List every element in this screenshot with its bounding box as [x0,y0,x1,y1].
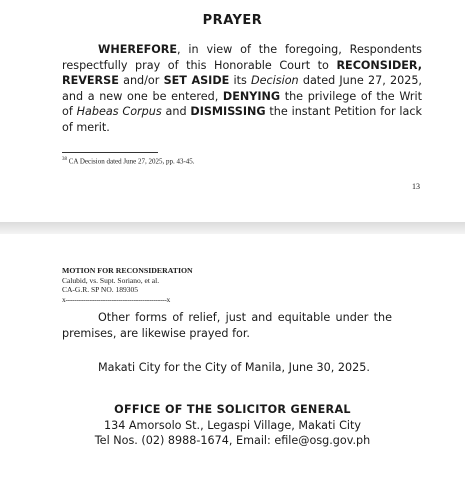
case-caption [62,266,193,304]
prayer-text: and [161,105,191,118]
prayer-set-aside: SET ASIDE [163,74,230,87]
page-separator [0,222,465,234]
prayer-reconsider: RECONSIDER, REVERSE [62,58,422,87]
footnote-text: CA Decision dated June 27, 2025, pp. 43-45. [67,157,195,166]
caption-line: x----------------------------------------------x [62,294,170,304]
footnote-number: 38 [62,157,67,162]
office-contact: Tel Nos. (02) 8988-1674, Email: efile@osg.gov.ph [94,434,371,447]
prayer-paragraph [62,42,422,135]
caption-case-number: CA-G.R. SP NO. 189305 [62,285,138,294]
prayer-text: and/or [118,74,164,87]
prayer-text: its [229,74,251,87]
prayer-denying: DENYING [222,89,281,103]
prayer-wherefore: WHEREFORE [98,43,178,56]
prayer-habeas-corpus: Habeas Corpus [76,105,162,118]
office-address: 134 Amorsolo St., Legaspi Village, Makati City [103,418,362,432]
prayer-text: the instant Petition for lack of merit. [62,105,422,134]
section-title: PRAYER [202,13,263,28]
relief-paragraph: Other forms of relief, just and equitable under the premises, are likewise prayed for. [62,311,392,340]
office-block [0,402,465,449]
footnote [62,157,195,165]
caption-heading: MOTION FOR RECONSIDERATION [62,266,193,275]
prayer-text: dated June 27, 2025, and a new one be entered, [62,74,422,103]
footnote-divider [62,152,158,153]
page-number: 13 [412,182,420,191]
prayer-dismissing: DISMISSING [190,105,266,118]
prayer-decision: Decision [251,74,299,87]
prayer-text: , in view of the foregoing, Respondents respectfully pray of this Honorable Court to [62,43,422,72]
office-name: OFFICE OF THE SOLICITOR GENERAL [114,403,351,416]
caption-parties: Calubid, vs. Supt. Soriano, et al. [62,275,160,285]
prayer-text: the privilege of the Writ of [62,89,422,118]
place-date: Makati City for the City of Manila, June 30, 2025. [98,361,370,374]
